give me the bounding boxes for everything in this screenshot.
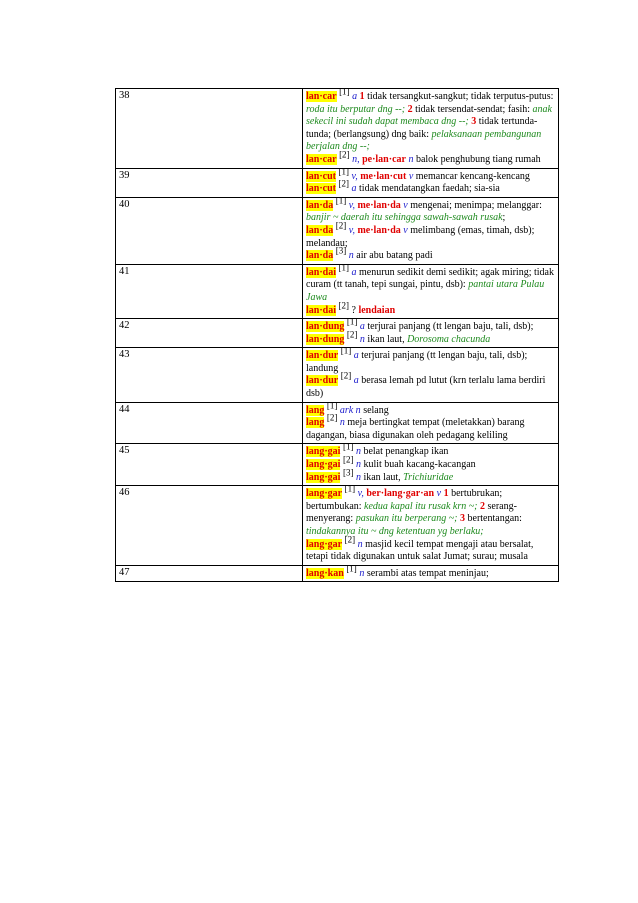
headword: lang·gar: [306, 538, 343, 550]
example-text: roda itu berputar dng --;: [306, 103, 406, 115]
homonym-number: [1]: [342, 442, 354, 453]
scientific-name: Dorosoma chacunda: [407, 333, 491, 345]
example-text: anak sekecil ini sudah dapat membaca dng --;: [306, 103, 552, 128]
sense-number: 2: [407, 103, 413, 115]
derived-word: me·lan·cut: [360, 170, 407, 182]
headword: lan·dai: [306, 304, 337, 316]
homonym-number: [2]: [339, 149, 350, 160]
definition-text: terjurai panjang (tt lengan baju, tali, dsb);: [364, 321, 534, 333]
headword: lang·gai: [306, 459, 341, 471]
row-number-cell: 46: [116, 486, 303, 566]
dictionary-sense: [306, 316, 556, 334]
definition-text: melimbang (emas, timah, dsb); melandau;: [306, 224, 535, 249]
row-number-cell: 39: [116, 168, 303, 197]
part-of-speech: v: [403, 224, 408, 236]
sense-number: 3: [460, 513, 465, 525]
table-row: [116, 348, 559, 402]
derived-word: me·lan·da: [357, 199, 401, 211]
dictionary-sense: [306, 400, 556, 418]
headword: lang·gai: [306, 446, 341, 458]
sense-number: 1: [443, 488, 449, 500]
row-number-cell: 47: [116, 565, 303, 582]
table-row: [116, 565, 559, 582]
definition-text: ikan laut,: [360, 471, 404, 483]
definition-text: serambi atas tempat meninjau;: [364, 567, 489, 579]
headword: lan·da: [306, 250, 334, 262]
headword: lan·car: [306, 153, 337, 165]
row-number-cell: 40: [116, 197, 303, 264]
definition-text: balok penghubung tiang rumah: [413, 153, 541, 165]
headword: lan·dur: [306, 375, 339, 387]
definition-text: tidak tersendat-sendat; fasih:: [412, 103, 533, 115]
scientific-name: Trichiuridae: [403, 471, 454, 483]
headword: lan·dung: [306, 333, 345, 345]
headword: lang·kan: [306, 567, 344, 579]
table-row: [116, 89, 559, 169]
derived-word: lendaian: [358, 304, 396, 316]
part-of-speech: a: [353, 350, 359, 362]
headword: lan·dung: [306, 321, 345, 333]
sense-number: 1: [359, 91, 365, 102]
definition-text: ikan laut,: [364, 333, 408, 345]
example-text: pantai utara Pulau Jawa: [306, 279, 545, 303]
definition-text: berasa lemah pd lutut (krn terlalu lama berdiri dsb): [306, 375, 546, 400]
definition-cell: [303, 483, 559, 566]
definition-text: tidak mendatangkan faedah; sia-sia: [356, 183, 500, 195]
part-of-speech: n: [359, 567, 365, 579]
sense-number: 3: [471, 116, 477, 128]
example-text: banjir ~ daerah itu sehingga sawah-sawah rusak: [306, 212, 503, 224]
dictionary-sense: [306, 483, 556, 538]
example-text: tindakannya itu ~ dng ketentuan yg berlaku;: [306, 526, 484, 537]
headword: lang·gar: [306, 488, 343, 500]
table-body: [116, 86, 559, 582]
derived-word: pe·lan·car: [362, 153, 406, 165]
dictionary-sense: [306, 534, 556, 564]
homonym-number: [3]: [342, 467, 354, 478]
part-of-speech: ark n: [339, 404, 361, 416]
homonym-number: [2]: [326, 412, 338, 423]
homonym-number: [2]: [340, 371, 352, 382]
homonym-number: [2]: [344, 534, 356, 545]
definition-text: ?: [349, 304, 359, 316]
example-text: pelaksanaan pembangunan berjalan dng --;: [306, 128, 542, 153]
table-row: [116, 486, 559, 566]
definition-cell: [303, 444, 559, 486]
definition-cell: [303, 264, 559, 318]
dictionary-sense: [306, 329, 556, 347]
dictionary-sense: [306, 86, 556, 154]
definition-cell: [303, 168, 559, 197]
headword: lang·gai: [306, 471, 341, 483]
part-of-speech: v: [403, 199, 408, 211]
definition-cell: [303, 565, 559, 582]
dictionary-sense: [306, 262, 556, 305]
homonym-number: [3]: [335, 245, 347, 256]
part-of-speech: v,: [357, 488, 364, 500]
definition-text: air abu batang padi: [353, 250, 433, 262]
homonym-number: [1]: [335, 195, 347, 206]
part-of-speech: n: [355, 446, 361, 458]
table-row: [116, 264, 559, 318]
definition-cell: [303, 402, 559, 444]
definition-cell: [303, 316, 559, 348]
table-row: [116, 402, 559, 444]
definition-text: memancar kencang-kencang: [413, 170, 530, 182]
homonym-number: [1]: [346, 316, 358, 327]
dictionary-sense: [306, 563, 556, 581]
derived-word: ber·lang·gar·an: [366, 488, 435, 500]
headword: lang: [306, 417, 325, 429]
table-row: [116, 197, 559, 264]
homonym-number: [2]: [342, 454, 354, 465]
table-row: [116, 319, 559, 348]
homonym-number: [1]: [339, 86, 350, 97]
headword: lan·dur: [306, 350, 339, 362]
headword: lan·dai: [306, 266, 337, 278]
part-of-speech: a: [353, 375, 359, 387]
definition-text: kulit buah kacang-kacangan: [360, 459, 476, 471]
part-of-speech: n: [408, 153, 414, 165]
table-row: [116, 168, 559, 197]
dictionary-sense: [306, 178, 556, 196]
part-of-speech: n: [355, 459, 361, 471]
headword: lan·da: [306, 199, 334, 211]
homonym-number: [1]: [346, 563, 357, 574]
definition-text: mengenai; menimpa; melanggar:: [407, 199, 542, 211]
definition-text: terjurai panjang (tt lengan baju, tali, dsb); landung: [306, 350, 528, 374]
dictionary-sense: [306, 412, 556, 442]
example-text: pasukan itu berperang ~;: [355, 513, 458, 525]
definition-cell: [303, 197, 559, 264]
definition-text: tidak tertunda-tunda; (berlangsung) dng baik:: [306, 116, 538, 140]
homonym-number: [2]: [338, 178, 350, 189]
headword: lan·da: [306, 224, 334, 236]
part-of-speech: v,: [348, 224, 355, 236]
sense-number: 2: [480, 500, 485, 512]
dictionary-sense: [306, 300, 556, 318]
homonym-number: [1]: [344, 483, 356, 494]
headword: lang: [306, 404, 325, 416]
dictionary-sense: [306, 245, 556, 263]
derived-word: me·lan·da: [357, 224, 401, 236]
definition-text: tidak tersangkut-sangkut; tidak terputus-putus:: [364, 91, 554, 102]
homonym-number: [2]: [346, 329, 358, 340]
definition-text: bertentangan:: [465, 513, 522, 525]
part-of-speech: n: [339, 417, 345, 429]
definition-text: serang-menyerang:: [306, 500, 517, 525]
definition-text: bertubrukan; bertumbukan:: [306, 488, 503, 512]
definition-text: belat penangkap ikan: [360, 446, 449, 458]
row-number-cell: 43: [116, 348, 303, 402]
homonym-number: [1]: [326, 400, 338, 411]
homonym-number: [1]: [338, 166, 350, 177]
homonym-number: [1]: [338, 262, 350, 273]
dictionary-sense: [306, 149, 556, 167]
dictionary-sense: [306, 467, 556, 485]
part-of-speech: a: [359, 321, 365, 333]
homonym-number: [2]: [335, 220, 347, 231]
homonym-number: [2]: [338, 300, 350, 311]
part-of-speech: a: [351, 266, 357, 278]
row-number-cell: 44: [116, 402, 303, 444]
dictionary-sense: [306, 371, 556, 400]
part-of-speech: v,: [348, 199, 355, 211]
definition-cell: [303, 345, 559, 402]
part-of-speech: v: [436, 488, 442, 500]
table-row: [116, 444, 559, 486]
part-of-speech: v: [408, 170, 414, 182]
part-of-speech: n: [348, 250, 354, 262]
definition-text: selang: [360, 404, 389, 416]
part-of-speech: n,: [352, 153, 360, 165]
part-of-speech: a: [352, 91, 358, 102]
part-of-speech: n: [357, 538, 363, 550]
definition-text: ;: [502, 212, 506, 224]
definition-text: meja bertingkat tempat (meletakkan) barang dagangan, biasa digunakan oleh pedagang keliling: [306, 417, 525, 441]
homonym-number: [1]: [340, 345, 352, 356]
headword: lan·cut: [306, 170, 337, 182]
part-of-speech: a: [351, 183, 357, 195]
row-number-cell: 41: [116, 264, 303, 318]
headword: lan·cut: [306, 183, 337, 195]
part-of-speech: v,: [351, 170, 358, 182]
headword: lan·car: [306, 91, 337, 102]
part-of-speech: n: [359, 333, 365, 345]
definition-text: masjid kecil tempat mengaji atau bersalat, tetapi tidak digunakan untuk salat Jumat; surau; musala: [306, 538, 534, 563]
row-number-cell: 38: [116, 89, 303, 169]
definition-text: menurun sedikit demi sedikit; agak miring; tidak curam (tt tanah, tepi sungai, pintu, dsb):: [306, 266, 554, 291]
part-of-speech: n: [355, 471, 361, 483]
definition-cell: [303, 86, 559, 169]
dictionary-table: [115, 88, 559, 582]
example-text: kedua kapal itu rusak krn ~;: [364, 500, 478, 512]
row-number-cell: 42: [116, 319, 303, 348]
row-number-cell: 45: [116, 444, 303, 486]
